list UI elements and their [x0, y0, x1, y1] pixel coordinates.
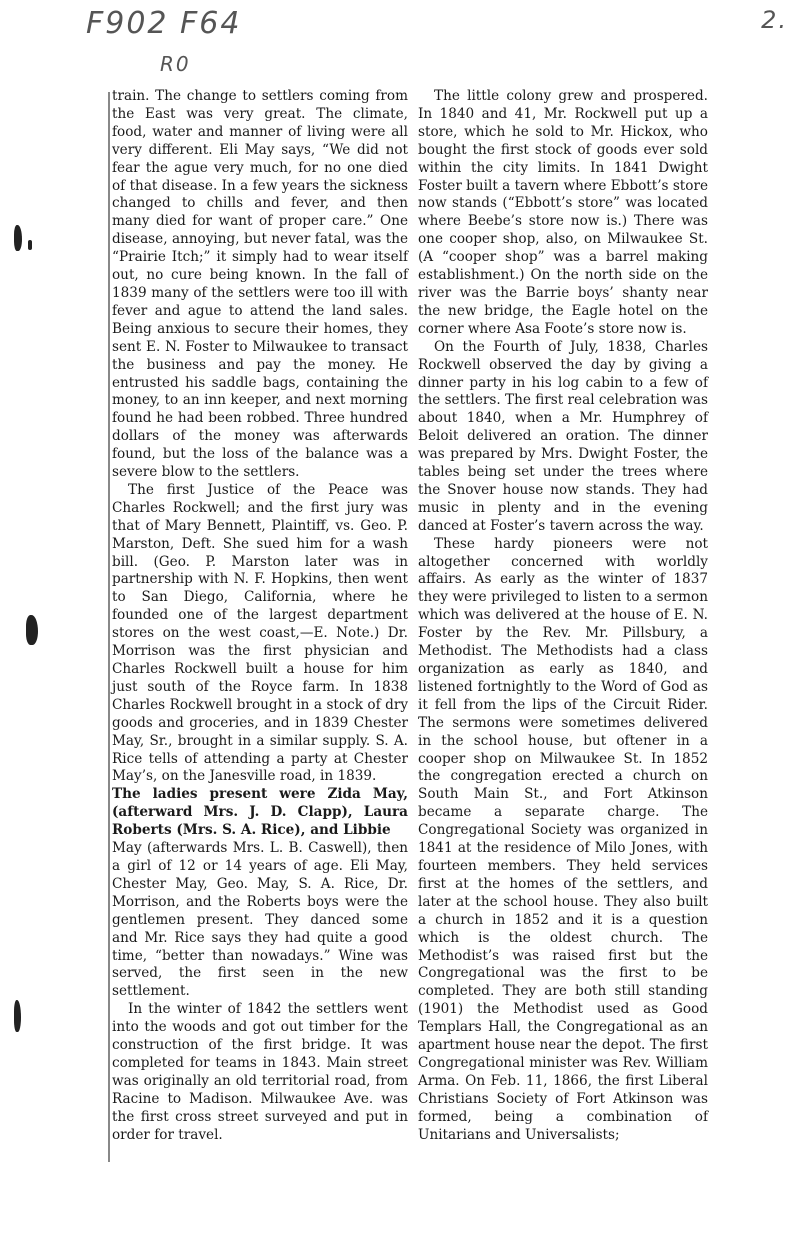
paragraph: On the Fourth of July, 1838, Charles Rockwell observed the day by giving a dinner party in his log cabin to a few of the settlers. The first real celebration was about 1840, when a Mr. Humphrey of Beloit delivered an oration. The dinner was prepared by Mrs. Dwight Foster, the tables being set under the trees where the Snover house now stands. They had music in plenty and in the evening danced at Foster’s tavern across the way. — [418, 338, 709, 534]
paragraph: The first Justice of the Peace was Charles Rockwell; and the first jury was that of Mary Bennett, Plaintiff, vs. Geo. P. Marston, Deft. She sued him for a wash bill. (Geo. P. Marston later was in partnership with N. F. Hopkins, then went to San Diego, California, where he founded one of the largest department stores on the west coast,—E. Note.) Dr. Morrison was the first physician and Charles Rockwell built a house for him just south of the Royce farm. In 1838 Charles Rockwell brought in a stock of dry goods and groceries, and in 1839 Chester May, Sr., brought in a similar supply. S. A. Rice tells of attending a party at Chester May’s, on the Janesville road, in 1839. — [112, 481, 408, 785]
right-column — [418, 88, 708, 1144]
paragraph: The little colony grew and prospered. In 1840 and 41, Mr. Rockwell put up a store, which he sold to Mr. Hickox, who bought the first stock of goods ever sold within the city limits. In 1841 Dwight Foster built a tavern where Ebbott’s store now stands (“Ebbott’s store” was located where Beebe’s store now is.) There was one cooper shop, also, on Milwaukee St. (A “cooper shop” was a barrel making establishment.) On the north side on the river was the Barrie boys’ shanty near the new bridge, the Eagle hotel on the corner where Asa Foote’s store now is. — [418, 88, 708, 337]
paragraph: train. The change to settlers coming from the East was very great. The climate, food, water and manner of living were all very different. Eli May says, “We did not fear the ague very much, for no one died of that disease. In a few years the sickness changed to chills and fever, and then many died for want of proper care.” One disease, annoying, but never fatal, was the “Prairie Itch;” it simply had to wear itself out, no cure being known. In the fall of 1839 many of the settlers were too ill with fever and ague to attend the land sales. Being anxious to secure their homes, they sent E. N. Foster to Milwaukee to transact the business and pay the money. He entrusted his saddle bags, containing the money, to an inn keeper, and next morning found he had been robbed. Three hundred dollars of the money was afterwards found, but the loss of the balance was a severe blow to the settlers. — [112, 88, 408, 481]
margin-ink-mark — [14, 225, 22, 251]
left-column — [112, 88, 408, 1144]
margin-ink-mark — [26, 615, 38, 645]
margin-rule — [108, 92, 110, 1162]
margin-ink-mark — [14, 1000, 21, 1032]
paragraph: These hardy pioneers were not altogether concerned with worldly affairs. As early as the winter of 1837 they were privileged to listen to a sermon which was delivered at the house of E. N. Foster by the Rev. Mr. Pillsbury, a Methodist. The Methodists had a class organization as early as 1840, and listened fortnightly to the Word of God as it fell from the lips of the Circuit Rider. The sermons were sometimes delivered in the school house, but oftener in a cooper shop on Milwaukee St. In 1852 the congregation erected a church on South Main St., and Fort Atkinson became a separate charge. The Congregational Society was organized in 1841 at the residence of Milo Jones, with fourteen members. They held services first at the homes of the settlers, and later at the school house. They also built a church in 1852 and it is a question which is the oldest church. The Methodist’s was raised first but the Congregational was the first to be completed. They are both still standing (1901) the Methodist used as Good Templars Hall, the Congregational as an apartment house near the depot. The first Congregational minister was Rev. William Arma. On Feb. 11, 1866, the first Liberal Christians Society of Fort Atkinson was formed, being a combination of Unitarians and Universalists; — [418, 535, 708, 1143]
page-number-annotation: 2. — [761, 6, 788, 34]
paragraph: In the winter of 1842 the settlers went into the woods and got out timber for the construction of the first bridge. It was completed for teams in 1843. Main street was originally an old territorial road, from Racine to Madison. Milwaukee Ave. was the first cross street surveyed and put in order for travel. — [112, 1001, 408, 1143]
paragraph-bold: The ladies present were Zida May, (afterward Mrs. J. D. Clapp), Laura Roberts (Mrs. S. A. Rice), and Libbie — [112, 786, 408, 839]
sub-annotation: R0 — [160, 52, 191, 76]
paragraph: May (afterwards Mrs. L. B. Caswell), then a girl of 12 or 14 years of age. Eli May, Chester May, Geo. May, S. A. Rice, Dr. Morrison, and the Roberts boys were the gentlemen present. They danced some and Mr. Rice says they had quite a good time, “better than nowadays.” Wine was served, the first seen in the new settlement. — [112, 840, 408, 1000]
margin-ink-mark — [28, 240, 32, 250]
catalog-annotation: F902 F64 — [86, 6, 242, 41]
